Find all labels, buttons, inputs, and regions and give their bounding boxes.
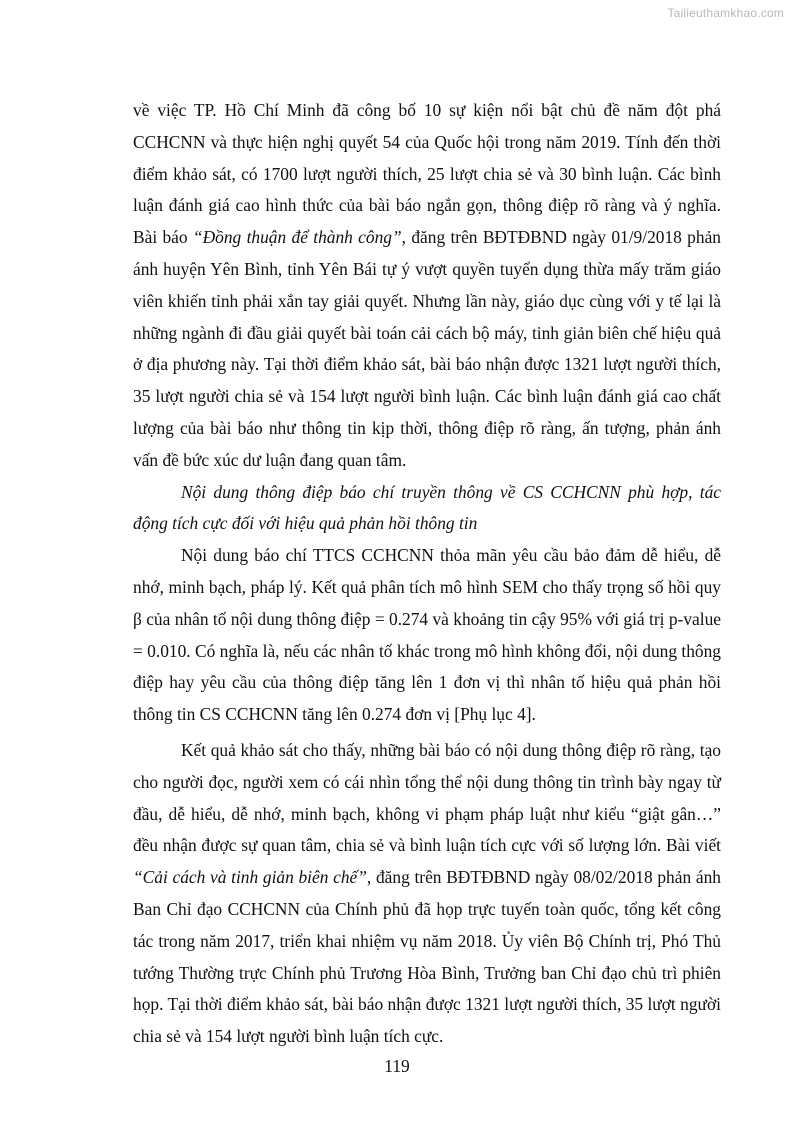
page-body [133, 95, 721, 1053]
paragraph-text: Kết quả khảo sát cho thấy, những bài báo có nội dung thông điệp rõ ràng, tạo cho người đọc, người xem có cái nhìn tổng thể nội dung thông tin trình bày ngay từ đầu, dễ hiểu, dễ nhớ, minh bạch, không vi phạm pháp luật như kiểu “giật gân…” đều nhận được sự quan tâm, chia sẻ và bình luận tích cực với số lượng lớn. Bài viết [133, 739, 721, 856]
article-title-italic: “Cải cách và tinh giản biên chế” [133, 867, 367, 888]
section-heading-text: Nội dung thông điệp báo chí truyền thông về CS CCHCNN phù hợp, tác động tích cực đối với hiệu quả phản hồi thông tin [133, 481, 721, 534]
page-number: 119 [384, 1056, 410, 1076]
paragraph-text: về việc TP. Hồ Chí Minh đã công bố 10 sự kiện nổi bật chủ đề năm đột phá CCHCNN và thực hiện nghị quyết 54 của Quốc hội trong năm 2019. Tính đến thời điểm khảo sát, có 1700 lượt người thích, 25 lượt chia sẻ và 30 bình luận. Các bình luận đánh giá cao hình thức của bài báo ngắn gọn, thông điệp rõ ràng và ý nghĩa. Bài báo [133, 100, 721, 248]
section-heading [133, 477, 721, 541]
article-title-italic: “Đồng thuận để thành công” [192, 227, 402, 248]
watermark-text: Tailieuthamkhao.com [667, 6, 784, 20]
paragraph-continuation [133, 95, 721, 477]
paragraph-survey-results [133, 735, 721, 1053]
paragraph-text: , đăng trên BĐTĐBND ngày 08/02/2018 phản ánh Ban Chỉ đạo CCHCNN của Chính phủ đã họp trực tuyến toàn quốc, tổng kết công tác trong năm 2017, triển khai nhiệm vụ năm 2018. Ủy viên Bộ Chính trị, Phó Thủ tướng Thường trực Chính phủ Trương Hòa Bình, Trưởng ban Chỉ đạo chủ trì phiên họp. Tại thời điểm khảo sát, bài báo nhận được 1321 lượt người thích, 35 lượt người chia sẻ và 154 lượt người bình luận tích cực. [133, 867, 721, 1047]
paragraph-text: , đăng trên BĐTĐBND ngày 01/9/2018 phản ánh huyện Yên Bình, tỉnh Yên Bái tự ý vượt quyền tuyển dụng thừa mấy trăm giáo viên khiến tỉnh phải xắn tay giải quyết. Nhưng lần này, giáo dục cùng với y tế lại là những ngành đi đầu giải quyết bài toán cải cách bộ máy, tinh giản biên chế hiệu quả ở địa phương này. Tại thời điểm khảo sát, bài báo nhận được 1321 lượt người thích, 35 lượt người chia sẻ và 154 lượt người bình luận. Các bình luận đánh giá cao chất lượng của bài báo như thông tin kịp thời, thông điệp rõ ràng, ấn tượng, phản ánh vấn đề bức xúc dư luận đang quan tâm. [133, 227, 721, 470]
paragraph-sem-analysis: Nội dung báo chí TTCS CCHCNN thỏa mãn yêu cầu bảo đảm dễ hiểu, dễ nhớ, minh bạch, pháp lý. Kết quả phân tích mô hình SEM cho thấy trọng số hồi quy β của nhân tố nội dung thông điệp = 0.274 và khoảng tin cậy 95% với giá trị p-value = 0.010. Có nghĩa là, nếu các nhân tố khác trong mô hình không đổi, nội dung thông điệp hay yêu cầu của thông điệp tăng lên 1 đơn vị thì nhân tố hiệu quả phản hồi thông tin CS CCHCNN tăng lên 0.274 đơn vị [Phụ lục 4]. [133, 545, 721, 725]
